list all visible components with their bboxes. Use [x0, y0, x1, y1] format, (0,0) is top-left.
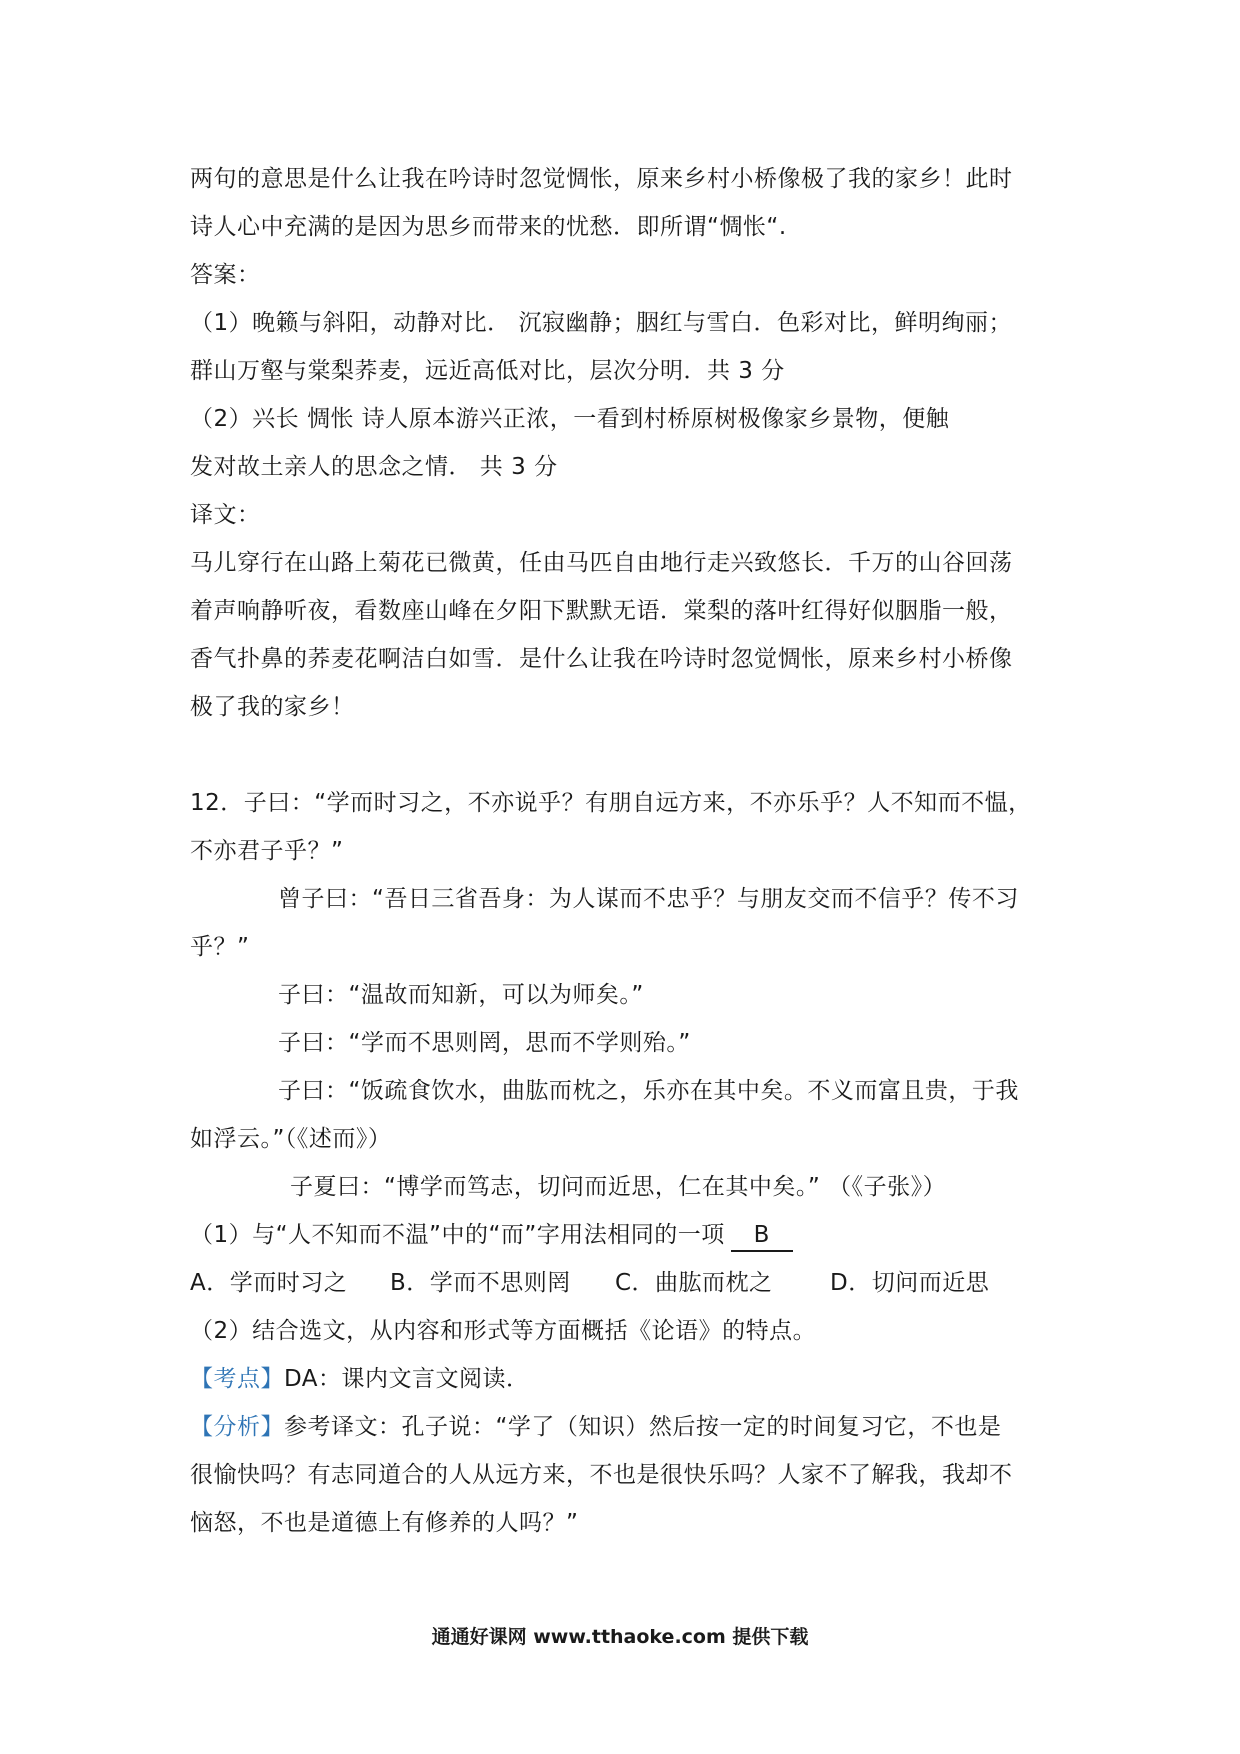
text-line: （1）晚籁与斜阳，动静对比． 沉寂幽静；胭红与雪白．色彩对比，鲜明绚丽；: [190, 310, 1012, 336]
question-12-line: 子夏曰：“博学而笃志，切问而近思，仁在其中矣。” （《子张》）: [290, 1174, 947, 1200]
sub-question-1-text: （1）与“人不知而不温”中的“而”字用法相同的一项: [190, 1222, 725, 1248]
fenxi-text: 参考译文：孔子说：“学了（知识）然后按一定的时间复习它，不也是: [284, 1414, 1002, 1440]
option-b: B．学而不思则罔: [390, 1270, 571, 1296]
sub-question-2: （2）结合选文，从内容和形式等方面概括《论语》的特点。: [190, 1318, 817, 1344]
question-12-line: 乎？”: [190, 934, 250, 960]
question-12-line: 子曰：“学而不思则罔，思而不学则殆。”: [278, 1030, 691, 1056]
kaodian-tag: 【考点】: [190, 1366, 284, 1392]
text-line: 极了我的家乡！: [190, 694, 355, 720]
fenxi-line: 恼怒，不也是道德上有修养的人吗？”: [190, 1510, 579, 1536]
question-12-line: 不亦君子乎？”: [190, 838, 344, 864]
text-line: （2）兴长 惆怅 诗人原本游兴正浓，一看到村桥原树极像家乡景物，便触: [190, 406, 950, 432]
spacer: [190, 731, 1070, 779]
question-12-line: 12．子曰：“学而时习之，不亦说乎？有朋自远方来，不亦乐乎？人不知而不愠，: [190, 790, 1032, 816]
sub-question-1: [190, 1211, 1070, 1259]
text-line: 马儿穿行在山路上菊花已微黄，任由马匹自由地行走兴致悠长．千万的山谷回荡: [190, 550, 1013, 576]
kaodian-text: DA：课内文言文阅读．: [284, 1366, 530, 1392]
text-line: 着声响静听夜，看数座山峰在夕阳下默默无语．棠梨的落叶红得好似胭脂一般，: [190, 598, 1013, 624]
fenxi-line: [190, 1403, 1070, 1451]
sub-question-1-answer: B: [731, 1220, 793, 1252]
translation-heading: 译文：: [190, 502, 261, 528]
option-d: D．切问而近思: [830, 1270, 990, 1296]
kaodian-line: [190, 1355, 1070, 1403]
text-line: 香气扑鼻的荞麦花啊洁白如雪．是什么让我在吟诗时忽觉惆怅，原来乡村小桥像: [190, 646, 1013, 672]
answer-options: [190, 1259, 1070, 1307]
text-line: 群山万壑与棠梨荞麦，远近高低对比，层次分明．共 3 分: [190, 358, 785, 384]
answer-heading: 答案：: [190, 262, 261, 288]
option-c: C．曲肱而枕之: [615, 1270, 773, 1296]
option-a: A．学而时习之: [190, 1270, 348, 1296]
text-line: 两句的意思是什么让我在吟诗时忽觉惆怅，原来乡村小桥像极了我的家乡！此时: [190, 166, 1013, 192]
question-12-line: 子曰：“温故而知新，可以为师矣。”: [278, 982, 644, 1008]
question-12-line: 如浮云。”（《述而》）: [190, 1126, 392, 1152]
fenxi-line: 很愉快吗？有志同道合的人从远方来，不也是很快乐吗？人家不了解我，我却不: [190, 1462, 1013, 1488]
text-line: 发对故土亲人的思念之情． 共 3 分: [190, 454, 558, 480]
question-12-line: 曾子曰：“吾日三省吾身：为人谋而不忠乎？与朋友交而不信乎？传不习: [278, 886, 1019, 912]
question-12-line: 子曰：“饭疏食饮水，曲肱而枕之，乐亦在其中矣。不义而富且贵，于我: [278, 1078, 1019, 1104]
text-line: 诗人心中充满的是因为思乡而带来的忧愁．即所谓“惆怅“.: [190, 214, 787, 240]
fenxi-tag: 【分析】: [190, 1414, 284, 1440]
document-body: [190, 155, 1070, 1547]
page-footer: 通通好课网 www.tthaoke.com 提供下载: [431, 1626, 809, 1648]
